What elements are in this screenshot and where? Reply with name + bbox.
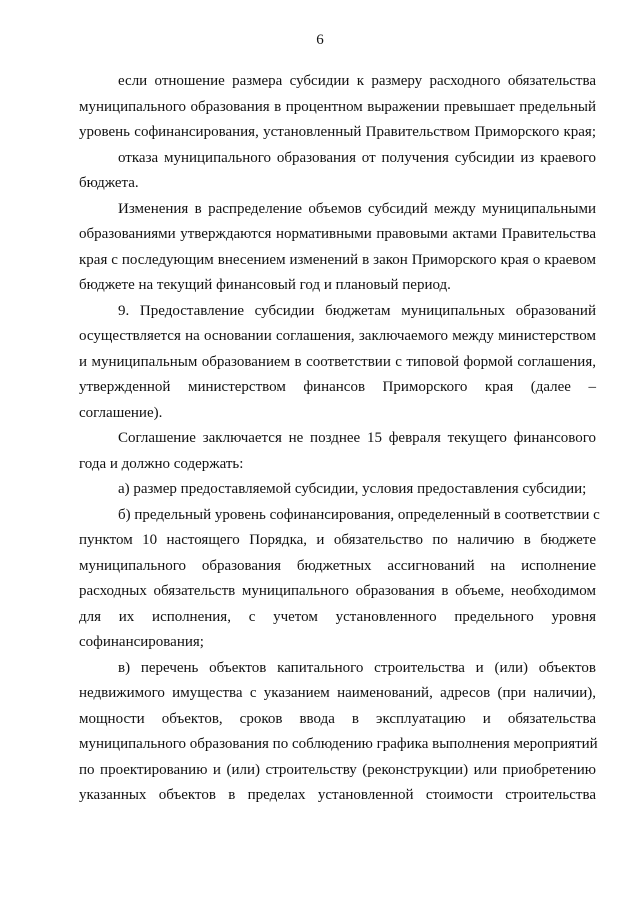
- text-line: соглашение).: [79, 405, 163, 421]
- text-line: по проектированию и (или) строительству (реконструкции) или приобретению: [79, 762, 596, 778]
- text-line: края с последующим внесением изменений в закон Приморского края о краевом: [79, 252, 596, 268]
- text-line: Изменения в распределение объемов субсидий между муниципальными: [118, 201, 596, 217]
- text-line: и муниципальным образованием в соответствии с типовой формой соглашения,: [79, 354, 596, 370]
- text-line: б) предельный уровень софинансирования, определенный в соответствии с: [118, 507, 600, 523]
- text-line: 9. Предоставление субсидии бюджетам муниципальных образований: [118, 303, 596, 319]
- text-line: года и должно содержать:: [79, 456, 244, 472]
- page-number: 6: [316, 32, 324, 48]
- text-line: уровень софинансирования, установленный Правительством Приморского края;: [79, 124, 596, 140]
- text-line: отказа муниципального образования от получения субсидии из краевого: [118, 150, 596, 166]
- text-line: бюджета.: [79, 175, 139, 191]
- text-line: муниципального образования по соблюдению графика выполнения мероприятий: [79, 736, 598, 752]
- text-line: а) размер предоставляемой субсидии, условия предоставления субсидии;: [118, 481, 587, 497]
- text-line: если отношение размера субсидии к размеру расходного обязательства: [118, 73, 596, 89]
- text-line: муниципального образования бюджетных ассигнований на исполнение: [79, 558, 596, 574]
- text-line: муниципального образования в процентном выражении превышает предельный: [79, 99, 596, 115]
- text-line: расходных обязательств муниципального образования в объеме, необходимом: [79, 583, 596, 599]
- text-line: бюджете на текущий финансовый год и плановый период.: [79, 277, 451, 293]
- text-line: софинансирования;: [79, 634, 204, 650]
- text-line: утвержденной министерством финансов Приморского края (далее –: [79, 379, 596, 395]
- text-line: образованиями утверждаются нормативными правовыми актами Правительства: [79, 226, 596, 242]
- text-line: указанных объектов в пределах установленной стоимости строительства: [79, 787, 596, 803]
- text-line: для их исполнения, с учетом установленного предельного уровня: [79, 609, 596, 625]
- text-line: пунктом 10 настоящего Порядка, и обязательство по наличию в бюджете: [79, 532, 596, 548]
- text-line: недвижимого имущества с указанием наименований, адресов (при наличии),: [79, 685, 596, 701]
- text-line: осуществляется на основании соглашения, заключаемого между министерством: [79, 328, 596, 344]
- text-line: в) перечень объектов капитального строительства и (или) объектов: [118, 660, 596, 676]
- text-line: Соглашение заключается не позднее 15 февраля текущего финансового: [118, 430, 596, 446]
- text-line: мощности объектов, сроков ввода в эксплуатацию и обязательства: [79, 711, 596, 727]
